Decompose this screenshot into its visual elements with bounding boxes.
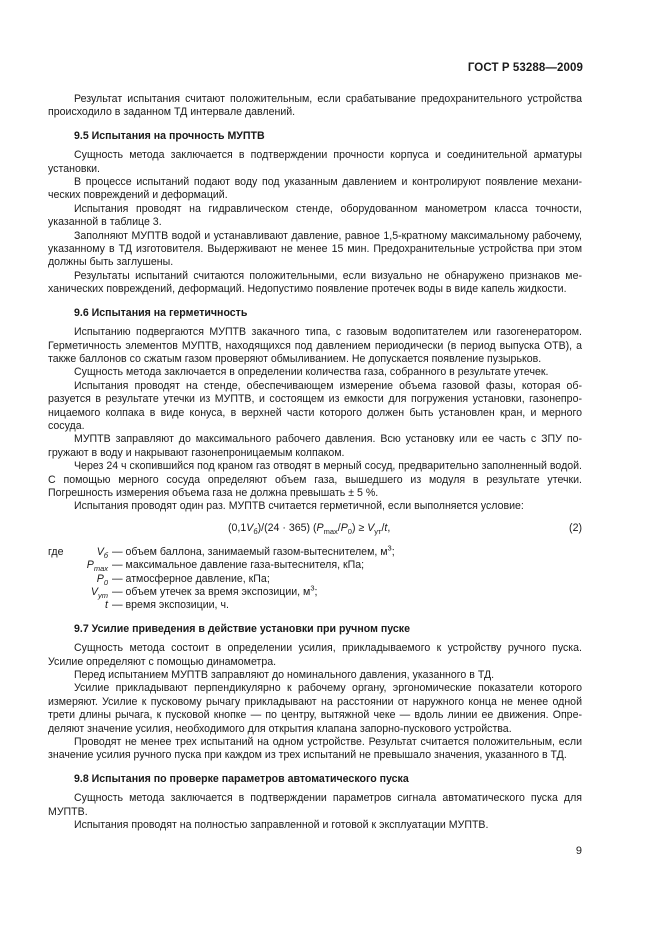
- paragraph: Испытания проводят на гидравлическом стенде, оборудованном манометром класса точности, указанной в таблице 3.: [48, 202, 582, 229]
- paragraph: Сущность метода заключается в подтверждении прочности корпуса и соединительной арматуры установки.: [48, 149, 582, 175]
- definition-row: [48, 573, 582, 586]
- formula-number: (2): [569, 521, 582, 534]
- definition-symbol: $P_{max}$: [86, 559, 108, 574]
- definitions-list: [48, 543, 582, 613]
- paragraph: Сущность метода состоит в определении усилия, прикладываемого к устройству ручного пуска. Усилие определяют с помощью динамометра.: [48, 642, 582, 668]
- paragraph: Испытания проводят на полностью заправленной и готовой к эксплуатации МУПТВ.: [74, 819, 489, 832]
- formula-symbol: t: [384, 521, 388, 534]
- paragraph: Испытания проводят на стенде, обеспечивающем измерение объема газовой фазы, которая образуется в результате утечки из МУПТВ, и состоящем из емкости для погружения установки, газонепроницаемого колпака в виде конуса, в верхней части которого должен быть установлен кран, и мерного сосуда.: [48, 379, 582, 432]
- formula-symbol: P: [340, 521, 348, 534]
- definition-symbol: t: [105, 599, 108, 612]
- formula-part: /: [337, 521, 341, 534]
- document-header: ГОСТ Р 53288—2009: [467, 62, 583, 74]
- formula-subscript: max: [323, 526, 338, 536]
- document-body: [48, 93, 582, 832]
- formula-part: (0,1: [228, 521, 247, 534]
- paragraph: Сущность метода заключается в подтверждении параметров сигнала автоматического пуска для МУПТВ.: [48, 792, 582, 818]
- paragraph: МУПТВ заправляют до максимального рабочего давления. Всю установку или ее часть с ЗПУ погружают в воду и накрывают газонепроницаемым колпаком.: [48, 433, 582, 459]
- definition-text: — атмосферное давление, кПа;: [112, 572, 270, 585]
- formula-part: ) ≥: [351, 521, 368, 534]
- paragraph: В процессе испытаний подают воду под указанным давлением и контролируют появление механических повреждений и деформаций.: [48, 176, 582, 202]
- formula-part: /: [381, 521, 385, 534]
- formula-symbol: V: [246, 521, 254, 534]
- definition-text: — максимальное давление газа-вытеснителя, кПа;: [112, 559, 365, 572]
- paragraph: Сущность метода заключается в определении количества газа, собранного в результате утечек.: [74, 366, 549, 379]
- paragraph: Результаты испытаний считаются положительными, если визуально не обнаружено признаков механических повреждений, деформаций. Недопустимо появление протечек воды в виде капель жидкости.: [48, 269, 582, 296]
- definition-row: [48, 543, 582, 560]
- paragraph: Усилие прикладывают перпендикулярно к рабочему органу, эргономические показатели которого измеряют. Усилие к пусковому рычагу прикладывают на расстоянии от наружного конца не менее одной трети длины рычага, к пусковой кнопке — по центру, вытяжной чеке — вдоль линии ее движения. Определяют значение усилия, необходимого для открытия клапана запорно-пускового устройства.: [48, 682, 582, 735]
- formula-subscript: 0: [347, 526, 352, 536]
- formula-symbol: V: [367, 521, 375, 534]
- definition-row: [48, 559, 582, 572]
- where-label: где: [48, 545, 64, 558]
- paragraph: Перед испытанием МУПТВ заправляют до номинального давления, указанного в ТД.: [74, 668, 495, 681]
- paragraph: Результат испытания считают положительным, если срабатывание предохранительного устройства происходило в заданном ТД интервале давлений.: [48, 93, 582, 119]
- formula-subscript: ут: [374, 526, 382, 536]
- formula-expression: [228, 522, 390, 535]
- section-heading-9-7: 9.7 Усилие приведения в действие установки при ручном пуске: [74, 622, 410, 635]
- section-heading-9-5: 9.5 Испытания на прочность МУПТВ: [74, 129, 265, 142]
- page-number: 9: [575, 845, 582, 857]
- definition-symbol: $V_б$: [96, 545, 108, 560]
- definition-text: — объем утечек за время экспозиции, $м^3$;: [112, 583, 318, 598]
- paragraph: Через 24 ч скопившийся под краном газ отводят в мерный сосуд, предварительно заполненный водой. С помощью мерного сосуда определяют объем газа, вышедшего из модуля в результате утечки. Погрешность измерения объема газа не должна превышать ± 5 %.: [48, 460, 582, 499]
- paragraph: Заполняют МУПТВ водой и устанавливают давление, равное 1,5-кратному максимальному рабочему, указанному в ТД изготовителя. Выдерживают не менее 15 мин. Предохранительные устройства при этом должны быть заглушены.: [48, 229, 582, 269]
- section-heading-9-8: 9.8 Испытания по проверке параметров автоматического пуска: [74, 772, 409, 785]
- definition-text: — объем баллона, занимаемый газом-вытеснителем, $м^3$;: [112, 543, 395, 558]
- definition-text: — время экспозиции, ч.: [112, 599, 229, 612]
- paragraph: Проводят не менее трех испытаний на одном устройстве. Результат считается положительным, если значение усилия ручного пуска при каждом из трех испытаний не превышало значения, указанного в ТД.: [48, 735, 582, 762]
- definition-row: [48, 599, 582, 612]
- formula-symbol: P: [316, 521, 324, 534]
- paragraph: Испытания проводят один раз. МУПТВ считается герметичной, если выполняется условие:: [74, 500, 524, 513]
- definition-symbol: $P_0$: [96, 572, 108, 587]
- formula-part: )/(24 · 365) (: [257, 521, 317, 534]
- formula-2: [48, 522, 582, 538]
- definition-row: [48, 583, 582, 601]
- definition-symbol: $V_{ут}$: [90, 585, 108, 601]
- paragraph: Испытанию подвергаются МУПТВ закачного типа, с газовым водопитателем или газогенератором. Герметичность элементов МУПТВ, находящихся под давлением периодически (в период выпуска ОТВ), а также баллонов со сжатым газом проверяют обмыливанием. Не допускается появление пузырьков.: [48, 326, 582, 365]
- formula-subscript: б: [253, 526, 258, 536]
- section-heading-9-6: 9.6 Испытания на герметичность: [74, 306, 248, 319]
- formula-part: ,: [387, 521, 391, 534]
